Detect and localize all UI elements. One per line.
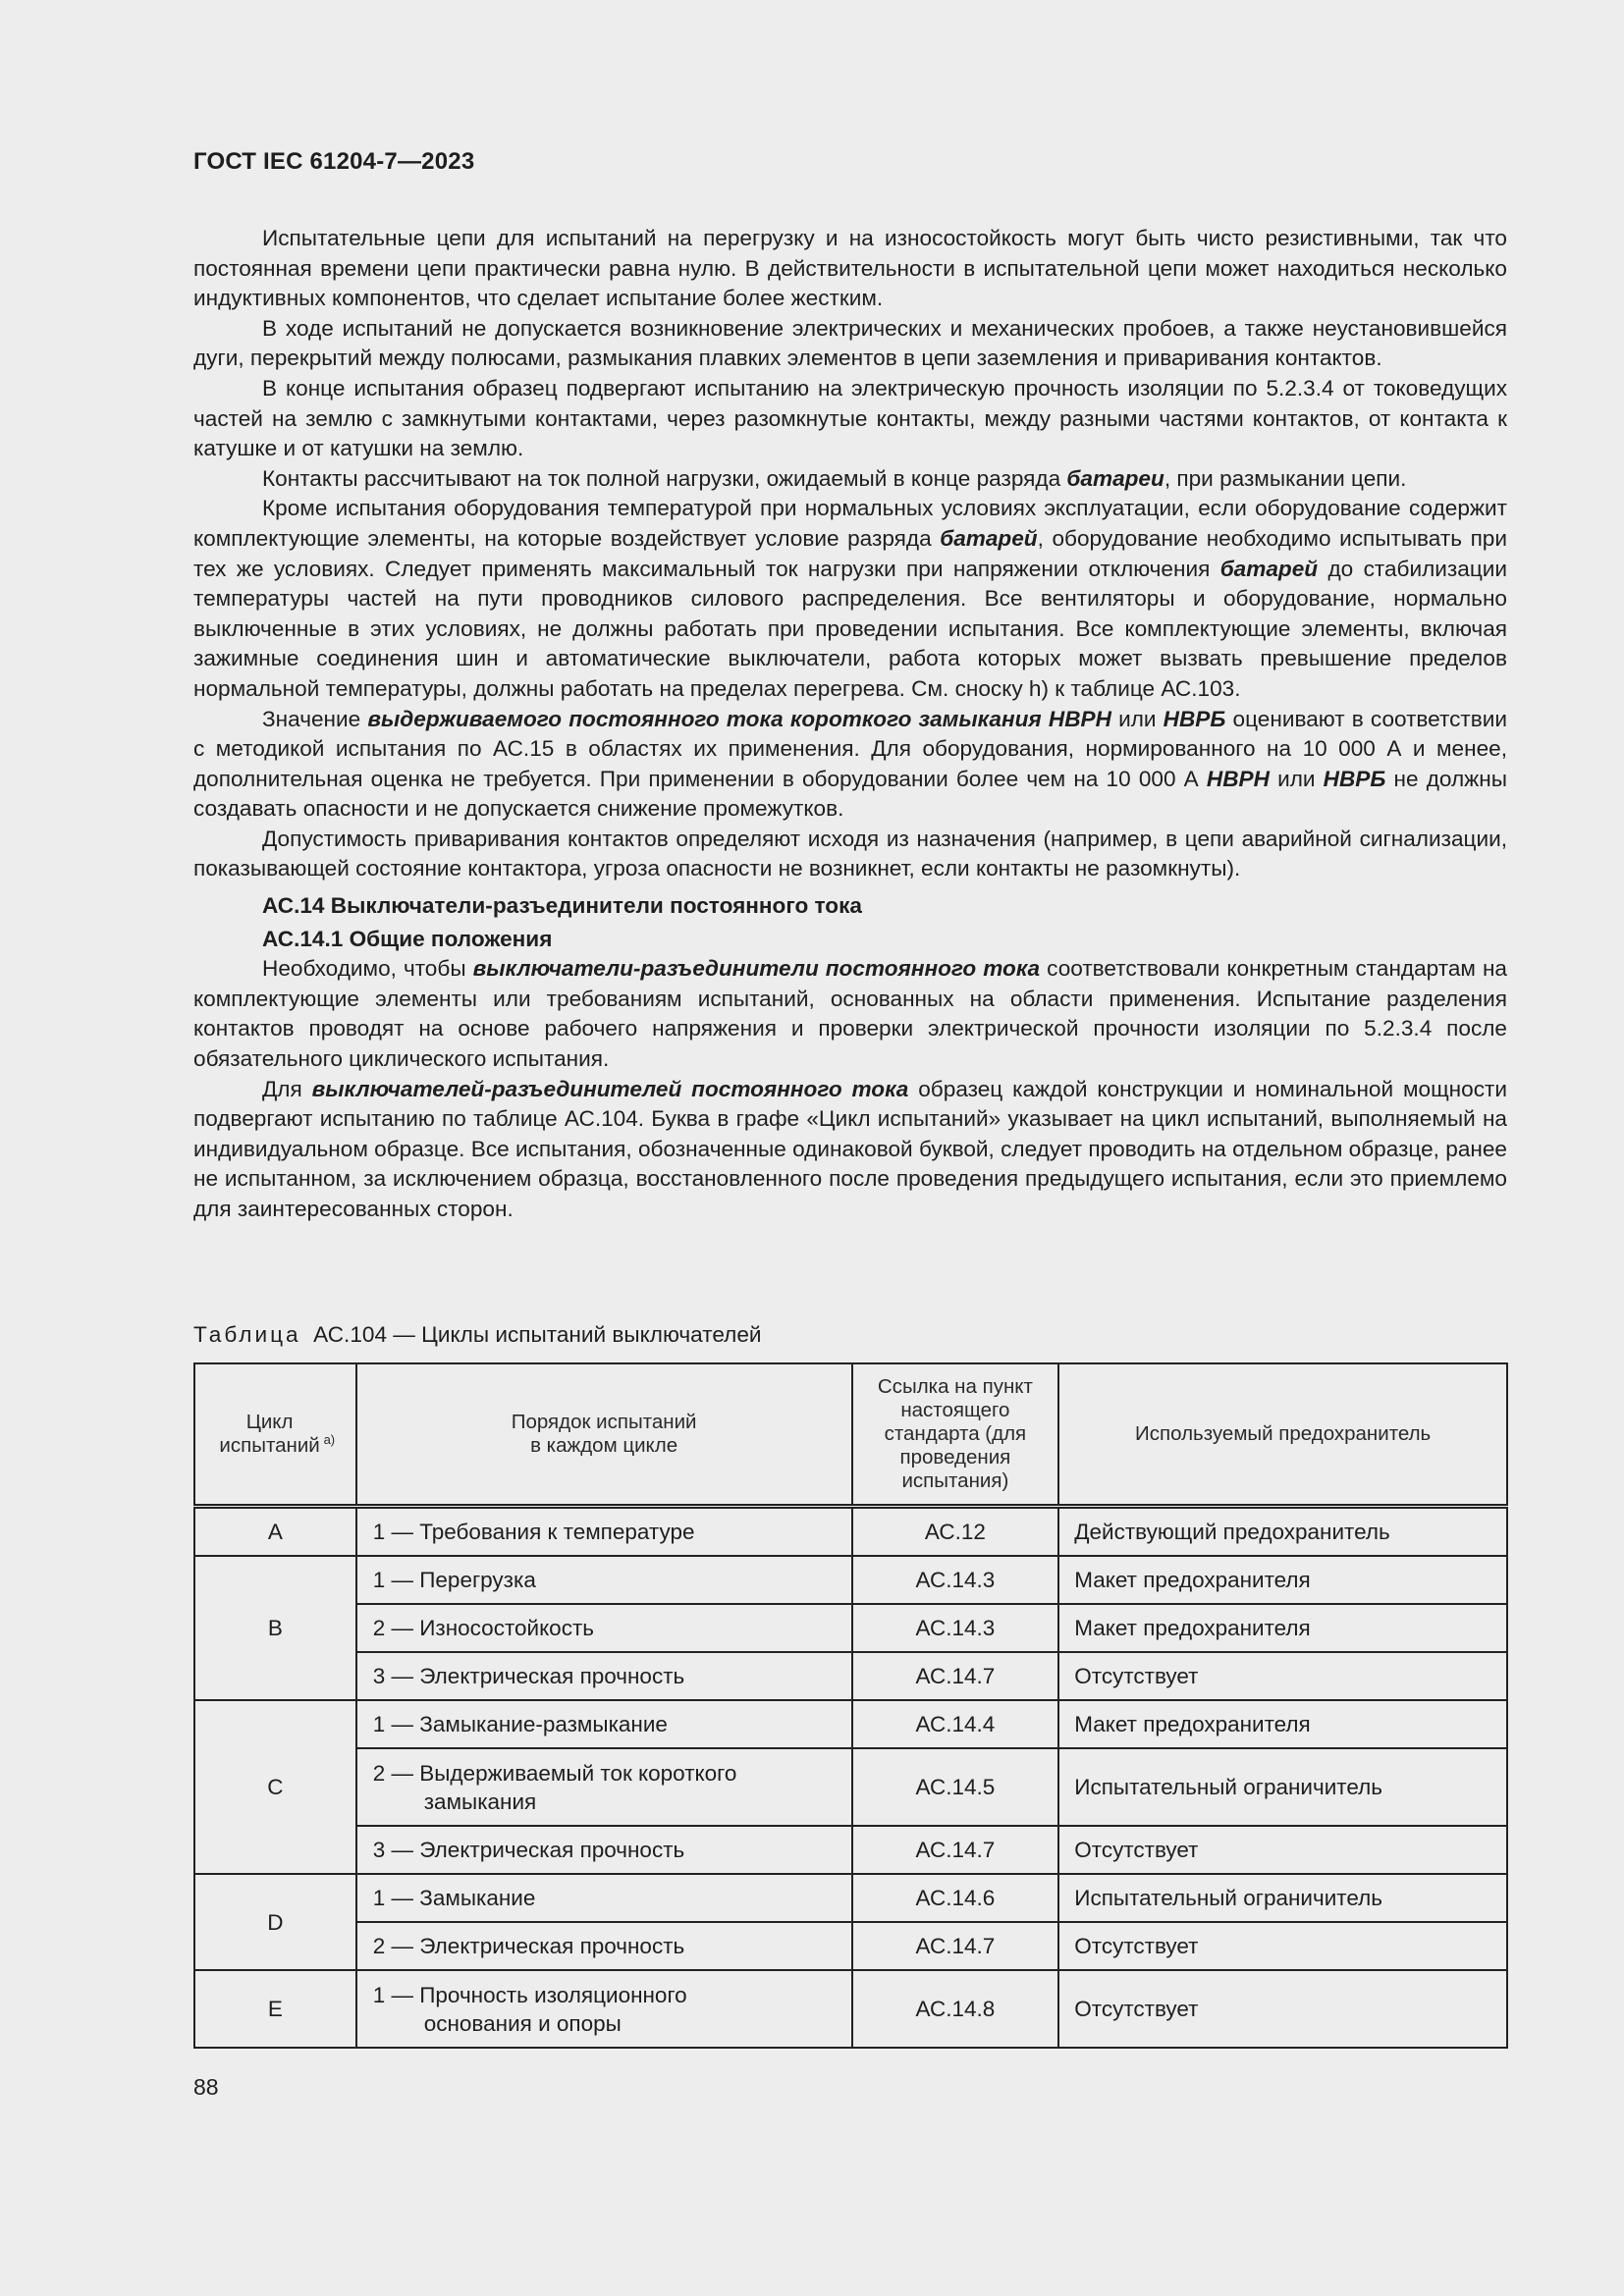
clause-reference: АС.14.8 xyxy=(852,1970,1059,2048)
table-row xyxy=(194,1826,1507,1874)
paragraph: Контакты рассчитывают на ток полной нагрузки, ожидаемый в конце разряда батареи, при размыкании цепи. xyxy=(262,465,1407,491)
table-row xyxy=(194,1874,1507,1922)
table-row xyxy=(194,1604,1507,1652)
test-step: 2 — Электрическая прочность xyxy=(356,1922,852,1970)
document-header: ГОСТ IEC 61204-7—2023 xyxy=(193,148,475,175)
table-row xyxy=(194,1748,1507,1826)
subsection-heading: АС.14.1 Общие положения xyxy=(262,926,553,951)
paragraph: Испытательные цепи для испытаний на перегрузку и на износостойкость могут быть чисто резистивными, так что постоянная времени цепи практически равна нулю. В действительности в испытательной цепи может находиться несколько индуктивных компонентов, что сделает испытание более жестким. xyxy=(193,226,1507,311)
header-fuse: Используемый предохранитель xyxy=(1058,1363,1507,1507)
paragraph: Кроме испытания оборудования температурой при нормальных условиях эксплуатации, если оборудование содержит комплектующие элементы, на которые воздействует условие разряда батарей, оборудование необходимо испытывать при тех же условиях. Следует применять максимальный ток нагрузки при напряжении отключения батарей до стабилизации температуры частей на пути проводников силового распределения. Все вентиляторы и оборудование, нормально выключенные в этих условиях, не должны работать при проведении испытания. Все комплектующие элементы, включая зажимные соединения шин и автоматические выключатели, работа которых может вызвать превышение пределов нормальной температуры, должны работать на пределах перегрева. См. сноску h) к таблице АС.103. xyxy=(193,496,1508,701)
test-cycles-table xyxy=(193,1362,1508,2049)
test-step: 3 — Электрическая прочность xyxy=(356,1826,852,1874)
cycle-letter: E xyxy=(194,1970,356,2048)
fuse-used: Действующий предохранитель xyxy=(1058,1507,1507,1557)
clause-reference: АС.14.7 xyxy=(852,1922,1059,1970)
test-step: 1 — Замыкание-размыкание xyxy=(356,1700,852,1748)
fuse-used: Испытательный ограничитель xyxy=(1058,1874,1507,1922)
paragraph: Необходимо, чтобы выключатели-разъединители постоянного тока соответствовали конкретным стандартам на комплектующие элементы или требованиям испытаний, основанных на области применения. Испытание разделения контактов проводят на основе рабочего напряжения и проверки электрической прочности изоляции по 5.2.3.4 после обязательного циклического испытания. xyxy=(193,956,1507,1072)
clause-reference: АС.14.3 xyxy=(852,1556,1059,1604)
header-cycle-note: a) xyxy=(323,1432,336,1448)
test-step: 1 — Требования к температуре xyxy=(356,1507,852,1557)
table-caption xyxy=(193,1322,762,1348)
test-step: 1 — Прочность изоляционного основания и опоры xyxy=(356,1970,852,2048)
cycle-letter: C xyxy=(194,1700,356,1874)
body-text xyxy=(193,224,1507,1225)
cycle-letter: D xyxy=(194,1874,356,1970)
test-step: 3 — Электрическая прочность xyxy=(356,1652,852,1700)
paragraph: Для выключателей-разъединителей постоянного тока образец каждой конструкции и номинальной мощности подвергают испытанию по таблице АС.104. Буква в графе «Цикл испытаний» указывает на цикл испытаний, выполняемый на индивидуальном образце. Все испытания, обозначенные одинаковой буквой, следует проводить на отдельном образце, ранее не испытанном, за исключением образца, восстановленного после проведения предыдущего испытания, если это приемлемо для заинтересованных сторон. xyxy=(193,1076,1507,1221)
term-dc-switch-disconnectors: выключатели-разъединители постоянного тока xyxy=(472,956,1041,982)
clause-reference: АС.14.3 xyxy=(852,1604,1059,1652)
table-row xyxy=(194,1556,1507,1604)
clause-reference: АС.12 xyxy=(852,1507,1059,1557)
fuse-used: Макет предохранителя xyxy=(1058,1604,1507,1652)
fuse-used: Макет предохранителя xyxy=(1058,1556,1507,1604)
page-number: 88 xyxy=(193,2074,219,2100)
table-caption-label: Таблица xyxy=(193,1322,301,1347)
table-row xyxy=(194,1700,1507,1748)
test-step: 2 — Износостойкость xyxy=(356,1604,852,1652)
fuse-used: Макет предохранителя xyxy=(1058,1700,1507,1748)
table-row xyxy=(194,1507,1507,1557)
term-batteries: батарей xyxy=(1219,556,1319,581)
test-step: 1 — Замыкание xyxy=(356,1874,852,1922)
cycle-letter: A xyxy=(194,1507,356,1557)
clause-reference: АС.14.6 xyxy=(852,1874,1059,1922)
term-dc-switch-disconnectors: выключателей-разъединителей постоянного тока xyxy=(311,1076,909,1101)
header-order: Порядок испытаний в каждом цикле xyxy=(356,1363,852,1507)
term-nvrb: НВРБ xyxy=(1323,766,1386,791)
table-row xyxy=(194,1652,1507,1700)
fuse-used: Отсутствует xyxy=(1058,1922,1507,1970)
cycle-letter: B xyxy=(194,1556,356,1700)
fuse-used: Отсутствует xyxy=(1058,1652,1507,1700)
term-nvrn: НВРН xyxy=(1206,766,1270,791)
section-heading: АС.14 Выключатели-разъединители постоянного тока xyxy=(262,893,862,919)
test-step: 2 — Выдерживаемый ток короткого замыкания xyxy=(356,1748,852,1826)
fuse-used: Испытательный ограничитель xyxy=(1058,1748,1507,1826)
table-header-row xyxy=(194,1363,1507,1507)
clause-reference: АС.14.4 xyxy=(852,1700,1059,1748)
term-battery: батареи xyxy=(1066,465,1164,491)
fuse-used: Отсутствует xyxy=(1058,1970,1507,2048)
paragraph: Значение выдерживаемого постоянного тока короткого замыкания НВРН или НВРБ оценивают в соответствии с методикой испытания по АС.15 в областях их применения. Для оборудования, нормированного на 10 000 А и менее, дополнительная оценка не требуется. При применении в оборудовании более чем на 10 000 А НВРН или НВРБ не должны создавать опасности и не допускается снижение промежутков. xyxy=(193,706,1507,822)
term-batteries: батарей xyxy=(940,525,1038,551)
header-cycle-label: Цикл испытаний xyxy=(219,1411,320,1457)
term-nvrb: НВРБ xyxy=(1163,706,1226,731)
clause-reference: АС.14.5 xyxy=(852,1748,1059,1826)
header-cycle xyxy=(194,1363,356,1507)
table-row xyxy=(194,1970,1507,2048)
header-reference: Ссылка на пункт настоящего стандарта (для проведения испытания) xyxy=(852,1363,1059,1507)
paragraph: В ходе испытаний не допускается возникновение электрических и механических пробоев, а также неустановившейся дуги, перекрытий между полюсами, размыкания плавких элементов в цепи заземления и приваривания контактов. xyxy=(193,315,1507,371)
paragraph: Допустимость приваривания контактов определяют исходя из назначения (например, в цепи аварийной сигнализации, показывающей состояние контактора, угроза опасности не возникнет, если контакты не разомкнуты). xyxy=(193,826,1507,881)
table-row xyxy=(194,1922,1507,1970)
clause-reference: АС.14.7 xyxy=(852,1826,1059,1874)
term-withstand-current: выдерживаемого постоянного тока короткого замыкания НВРН xyxy=(367,706,1111,731)
table-caption-text: АС.104 — Циклы испытаний выключателей xyxy=(313,1322,762,1347)
fuse-used: Отсутствует xyxy=(1058,1826,1507,1874)
test-step: 1 — Перегрузка xyxy=(356,1556,852,1604)
paragraph: В конце испытания образец подвергают испытанию на электрическую прочность изоляции по 5.2.3.4 от токоведущих частей на землю с замкнутыми контактами, через разомкнутые контакты, между разными частями контактов, от контакта к катушке и от катушки на землю. xyxy=(193,375,1507,461)
clause-reference: АС.14.7 xyxy=(852,1652,1059,1700)
